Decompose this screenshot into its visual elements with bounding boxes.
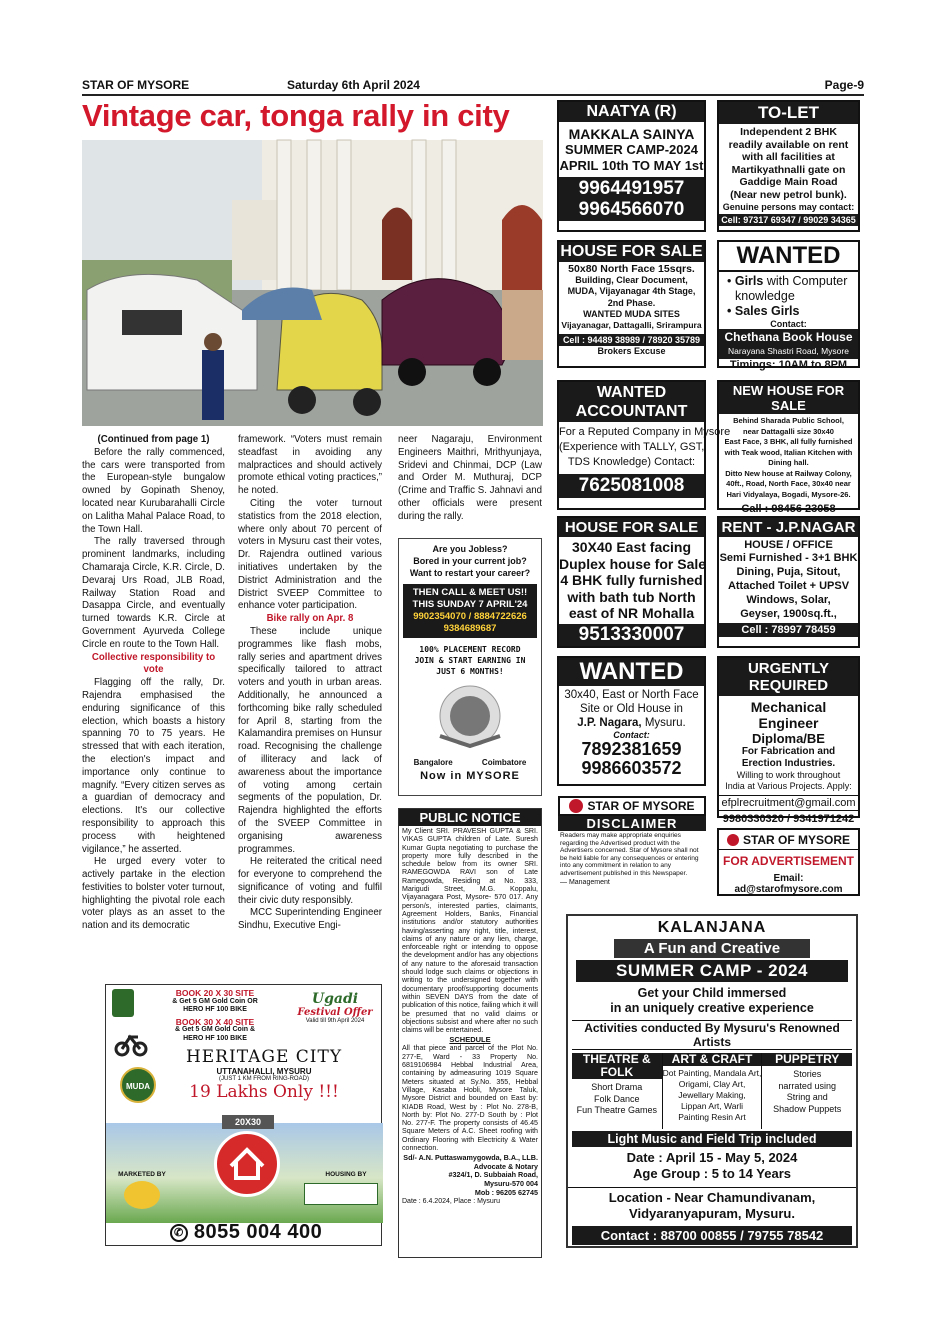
ad-line: Date : April 15 - May 5, 2024 <box>626 1150 798 1165</box>
activity-item: narrated using <box>778 1080 836 1091</box>
institute-logo-icon <box>430 681 510 751</box>
ad-line: with all facilities at <box>742 151 835 163</box>
paragraph: These include unique programmes like flash mobs, rally series and apartment drives specifically tailored to attract voters and youth in urban areas. Additionally, he announced a forthcoming bike rally scheduled for April 8, starting from the Kalamandira premises on Hunsur road. Recognising the challenge of illiteracy and lack of awareness about the importance of voting among certain segments of the population, Dr. Rajendra highlighted the efforts of the SVEEP Committee in organising awareness programmes. <box>238 625 382 855</box>
activity-item: Short Drama <box>591 1082 643 1092</box>
ad-line: 30X40 East facing <box>571 539 692 555</box>
ad-line: JOIN & START EARNING IN <box>414 656 526 665</box>
ad-line: with Computer <box>763 274 848 288</box>
ad-line: 30x40, East or North Face <box>564 689 699 701</box>
ad-title: KALANJANA <box>657 919 767 936</box>
disclaimer-text: Readers may make appropriate enquiries regarding the Advertised product with the Advertisers concerned. Star of Mysore shall not be held liable for any consequences or entering into any commitment in relation to any advertisement published in this Newspaper. <box>560 832 699 877</box>
ad-line: Light Music and Field Trip included <box>572 1131 852 1147</box>
ad-line: Chethana Book House <box>724 330 853 344</box>
ad-title: NEW HOUSE FOR SALE <box>719 382 858 414</box>
rent-ad <box>717 516 860 648</box>
paragraph: framework. “Voters must remain steadfast in avoiding any malpractices and should actively promote ethical voting practices,” he noted. <box>238 434 382 497</box>
page-header <box>82 76 864 94</box>
house-sale-ad-1 <box>557 240 706 368</box>
ad-line: Independent 2 BHK <box>740 126 837 138</box>
ad-line: (Experience with TALLY, GST, <box>559 441 705 453</box>
ad-line: A Fun and Creative <box>614 939 810 958</box>
kalanjana-camp-ad <box>566 914 858 1248</box>
ad-line: Mechanical Engineer <box>750 699 827 731</box>
ad-line: 50x80 North Face 15sqrs. <box>568 263 695 275</box>
housing-by: HOUSING BY <box>325 1171 367 1178</box>
home-icon <box>214 1131 280 1197</box>
paragraph: The rally traversed through prominent landmarks, including Chamaraja Circle, K.R. Circle, D. Devaraj Urs Road, JLB Road, Railway Station Road and Dasappa Circle, and eventually turned towards K.R. Circle at Government Ayurveda College Circle en route to the Town Hall. <box>82 536 225 650</box>
ad-line: Dining, Puja, Sitout, <box>736 566 841 578</box>
paragraph: MCC Superintending Engineer Sindhu, Executive Engi- <box>238 907 382 932</box>
ad-line: Semi Furnished - 3+1 BHK <box>719 552 858 564</box>
ad-line: Age Group : 5 to 14 Years <box>633 1166 791 1181</box>
ad-line: Timings: 10AM to 8PM <box>729 359 848 371</box>
ad-line: Bored in your current job? <box>413 556 527 566</box>
ad-phone: 9513330007 <box>559 624 704 646</box>
muda-badge: MUDA <box>120 1067 156 1103</box>
article-headline: Vintage car, tonga rally in city <box>82 98 510 133</box>
activity-heading: THEATRE & FOLK <box>572 1053 662 1079</box>
activity-item: String and <box>786 1092 828 1102</box>
ad-title: HOUSE FOR SALE <box>560 243 703 260</box>
ad-line: Vidyaranyapuram, Mysuru. <box>629 1206 795 1221</box>
disclaimer-box <box>558 796 706 892</box>
notice-body: My Client SRI. PRAVESH GUPTA & SRI. VIKAS GUPTA children of Late. Suresh Kumar Gupta negotiating to purchase the property more fully described in the schedule below from its owner SRI. RAMEGOWDA RAVI son of Late Ramegowda, Residing at No. 333, Marigudi Street, M.G. Koppalu, Vijayanagara Post, Mysore- 570 017. Any person/s, interested parties, claimants, Agreement Holders, Banks, Financial institutions and/or statutory authorities having/asserting any right, title, interest, claims of any nature or any lien, charge, enforceable right or intending to oppose the development and/or has any objections of any nature to the aforesaid transaction should lodge such claims or objections in writing to the undersigned together with documentary proof/supporting documents within SEVEN DAYS from the date of publication of this notice, failing which it will be presumed that no valid claims or objections subsist and where after no such claims will be entertained. <box>402 827 538 1035</box>
activity-item: Stories <box>793 1069 822 1079</box>
ad-phone: Cell : 78997 78459 <box>719 623 858 637</box>
ad-line: THEN CALL & MEET US!! <box>412 587 528 598</box>
article-col-1 <box>82 434 225 968</box>
ad-line: Geyser, 1900sq.ft., <box>740 608 837 620</box>
ad-line: 2nd Phase. <box>607 297 656 308</box>
disclaimer-sign: — Management <box>560 878 610 886</box>
project-name: HERITAGE CITY <box>185 1047 343 1067</box>
logo-text: STAR OF MYSORE <box>742 832 851 847</box>
price-text: 19 Lakhs Only !!! <box>189 1082 339 1102</box>
festival-text: Festival Offer <box>297 1007 373 1018</box>
new-house-ad <box>717 380 860 515</box>
activity-col <box>762 1053 852 1129</box>
ad-title: RENT - J.P.NAGAR <box>719 518 858 537</box>
activity-item: Origami, Clay Art, <box>678 1079 746 1089</box>
rally-photo <box>82 140 543 426</box>
activity-item: Fun Theatre Games <box>576 1105 657 1115</box>
paragraph: Before the rally commenced, the cars were transported from the European-style bungalow owned by Gopinath Shenoy, located near Kurubarahalli Circle on Lalitha Mahal Palace Road, to the Town Hall. <box>82 446 225 535</box>
ad-phone: 7625081008 <box>559 474 704 498</box>
notice-sign: Mysuru-570 004 <box>484 1179 538 1189</box>
article-col-3 <box>398 434 542 534</box>
career-ad <box>398 538 542 796</box>
ad-phone: Contact : 88700 00855 / 79755 78542 <box>572 1226 852 1245</box>
star-logo-icon <box>569 799 583 813</box>
for-advertisement-box <box>717 828 860 896</box>
ad-line: Attached Toilet + UPSV <box>727 580 850 592</box>
ad-line: Behind Sharada Public School, <box>733 416 844 425</box>
g9-logo-icon <box>304 1183 378 1205</box>
ad-phone: 9964566070 <box>578 199 685 220</box>
ad-phone: 9964491957 <box>578 178 685 199</box>
ad-line: TDS Knowledge) Contact: <box>567 456 696 468</box>
ad-line: WANTED MUDA SITES <box>583 308 680 319</box>
activity-item: Dot Painting, Mandala Art, <box>662 1068 762 1078</box>
ad-line: Location - Near Chamundivanam, <box>608 1190 816 1205</box>
public-notice <box>398 808 542 1258</box>
naatya-ad <box>557 100 706 232</box>
ad-subtitle: HOUSE / OFFICE <box>744 539 833 551</box>
ad-line: readily available on rent <box>728 138 849 151</box>
ad-city: Coimbatore <box>481 758 527 767</box>
ad-line: Site or Old House in <box>580 703 683 715</box>
activity-heading: PUPPETRY <box>762 1053 852 1066</box>
ad-title: HOUSE FOR SALE <box>559 518 704 537</box>
continued-note: (Continued from page 1) <box>97 434 210 445</box>
ad-line: near Dattagalli size 30x40 <box>743 426 834 436</box>
project-location: UTTANAHALLI, MYSURU <box>216 1067 312 1076</box>
offer-line: BOOK 30 X 40 SITE <box>175 1016 255 1027</box>
schedule-body: All that piece and parcel of the Plot No. 277-E, Ward - 33 Property No. 6819106984 Hebbal Industrial Area, containing by admeasuring 1019 Square Meters situated at Sy.No. 355, Hebbal Village, Kasaba Hobli, Mysore Taluk, Mysore District and bounded on East by: KIADB Road, West by : Plot No. 278-B, North by: Plot No. 277-D South by : Plot No. 277-F. The property consists of 46.45 Square Meters of A.C. Sheet roofing with Ordinary Flooring with Electricity & Water connection. <box>402 1044 538 1152</box>
notice-sign: Sd/- A.N. Puttaswamygowda, B.A., LLB. <box>403 1153 538 1163</box>
offer-line: & Get 5 GM Gold Coin & <box>174 1026 256 1033</box>
ad-line: Diploma/BE <box>752 731 825 746</box>
phone-line <box>136 1221 356 1244</box>
paragraph: He urged every voter to actively partake in the election festivities to bolster voter turnout, highlighting the pivotal role each voter plays as an asset to the nation and its democratic <box>82 856 225 932</box>
ad-line: Sales Girls <box>734 304 800 318</box>
notice-sign: Advocate & Notary <box>473 1161 538 1171</box>
ad-line: India at Various Projects. Apply: <box>725 781 852 791</box>
ad-line: MAKKALA SAINYA <box>568 126 695 142</box>
ad-phone: 9902354070 / 8884722626 <box>413 611 527 622</box>
ad-line: (Near new petrol bunk). <box>730 188 847 201</box>
ad-line: East Face, 3 BHK, all fully furnished <box>724 437 853 446</box>
activity-col <box>663 1053 763 1129</box>
brand-logo-icon <box>112 989 134 1017</box>
ad-line: Ditto New house at Railway Colony, <box>725 468 852 478</box>
ad-line: Narayana Shastri Road, Mysore <box>728 346 849 356</box>
ad-title: WANTED <box>559 658 704 686</box>
house-sale-ad-2 <box>557 516 706 648</box>
offer-line: & Get 5 GM Gold Coin OR <box>172 997 258 1005</box>
ad-phone: 7892381659 <box>581 739 682 759</box>
ad-line: with bath tub North <box>567 588 696 605</box>
phone-number: 8055 004 400 <box>193 1221 323 1243</box>
activity-item: Lippan Art, Warli <box>680 1101 744 1111</box>
wanted-ad-1: WANTED • Girls with Computer knowledge • Sales Girls Contact: Chethana Book House Narayana Shastri Road, Mysore Timings: 10AM to 8PM <box>717 240 860 368</box>
page-number: Page-9 <box>824 78 864 92</box>
ad-line: Gaddige Main Road <box>739 176 838 188</box>
ad-line: MUDA, Vijayanagar 4th Stage, <box>567 286 696 297</box>
activity-columns <box>572 1053 852 1129</box>
ad-line: Building, Clear Document, <box>575 275 688 286</box>
activity-item: Painting Resin Art <box>678 1112 746 1122</box>
accountant-ad <box>557 380 731 510</box>
notice-sign: #324/1, D. Subbaiah Road, <box>448 1170 538 1180</box>
ad-email[interactable]: efplrecruitment@gmail.com <box>719 795 858 811</box>
ad-line: Contact: <box>770 319 807 329</box>
developer-logo-icon <box>124 1181 160 1209</box>
phone-icon: ✆ <box>170 1224 188 1242</box>
plot-size: 20X30 <box>222 1115 274 1129</box>
ad-title: URGENTLY REQUIRED <box>719 658 858 696</box>
paragraph: Citing the voter turnout statistics from the 2018 election, where only about 70 percent of voters in Mysuru cast their votes, Dr. Rajendra outlined various initiatives undertaken by the District Administration and the District SVEEP Committee to enhance voter participation. <box>238 497 382 612</box>
ad-line: Erection Industries. <box>741 758 836 769</box>
ad-line: 40ft., Road, North Face, 30x40 near <box>726 479 851 488</box>
ad-line: knowledge <box>735 289 795 303</box>
urgently-required-ad <box>717 656 860 825</box>
ad-title: WANTED <box>719 242 858 272</box>
ad-line: Want to restart your career? <box>409 568 531 578</box>
ad-line: Mysuru. <box>641 717 686 729</box>
activity-col <box>572 1053 663 1129</box>
ad-line: For Fabrication and <box>741 746 836 757</box>
ad-line: Hari Vidyalaya, Bogadi, Mysore-26. <box>726 489 851 499</box>
schedule-title: SCHEDULE <box>449 1035 491 1045</box>
ad-line: Willing to work throughout <box>736 770 841 780</box>
ad-line: Get your Child immersed <box>637 986 787 1000</box>
ad-line: SUMMER CAMP-2024 <box>565 142 698 157</box>
article-col-2 <box>238 434 382 968</box>
valid-text: Valid till 9th April 2024 <box>305 1018 365 1024</box>
ad-line: Genuine persons may contact: <box>722 202 855 212</box>
header-rule <box>82 94 864 96</box>
star-logo-icon <box>727 834 739 846</box>
ugadi-text: Ugadi <box>311 991 359 1007</box>
logo-text: STAR OF MYSORE <box>587 799 695 813</box>
ad-phone: 9980330320 / 9341971242 <box>722 813 855 825</box>
activity-heading: ART & CRAFT <box>663 1053 762 1066</box>
ad-line: J.P. Nagara, <box>577 717 642 729</box>
heritage-city-ad <box>105 984 382 1246</box>
paragraph: He reiterated the critical need for everyone to comprehend the significance of voting and fulfil their civic duty responsibly. <box>238 856 382 906</box>
ad-line: with Teak wood, Italian Kitchen with <box>724 447 853 457</box>
issue-date: Saturday 6th April 2024 <box>287 78 420 92</box>
ad-title: WANTED <box>596 384 667 401</box>
ad-phone: Call : 98456 23058 <box>741 503 836 515</box>
ad-line: APRIL 10th TO MAY 1st <box>559 158 704 173</box>
subheading: Collective responsibility to vote <box>91 651 216 676</box>
ad-title: NAATYA (R) <box>559 102 704 122</box>
ad-line: For a Reputed Company in Mysore <box>559 426 731 438</box>
ad-line: Martikyathnalli gate on <box>731 163 846 176</box>
activity-item: Jewellary Making, <box>678 1090 746 1100</box>
paper-name: STAR OF MYSORE <box>82 78 190 92</box>
subheading: Bike rally on Apr. 8 <box>266 613 354 625</box>
ad-line: Windows, Solar, <box>746 594 831 606</box>
ad-title: ACCOUNTANT <box>575 403 688 420</box>
ad-line: 4 BHK fully furnished <box>560 572 703 588</box>
offer-line: HERO HF 100 BIKE <box>183 1006 247 1013</box>
wanted-ad-2 <box>557 656 706 786</box>
ad-line: Vijayanagar, Dattagalli, Srirampura <box>561 320 702 331</box>
notice-sign: Mob : 96205 62745 <box>474 1187 538 1197</box>
ad-line: Contact: <box>613 730 650 740</box>
ad-email[interactable]: Email: ad@starofmysore.com <box>734 873 843 895</box>
ad-line: Duplex house for Sale <box>559 555 707 572</box>
ad-line: Activities conducted By Mysuru's Renowned Artists <box>572 1020 852 1050</box>
notice-title: PUBLIC NOTICE <box>399 809 541 826</box>
paragraph: Flagging off the rally, Dr. Rajendra emphasised the enduring significance of this election, which boasts a history spanning 70 to 75 years. He stressed that with each iteration, the election's impact and importance only continue to magnify. “Every citizen serves as a guardian of democracy and elections. It's our collective responsibility to approach this process with heightened vigilance,” he asserted. <box>82 677 225 855</box>
ad-line: Dining hall. <box>768 458 809 467</box>
ad-phone: Cell : 94489 38989 / 78920 35789 <box>559 334 704 346</box>
ad-line: 100% PLACEMENT RECORD <box>419 645 521 654</box>
ad-line: in an uniquely creative experience <box>610 1001 814 1015</box>
offer-line: HERO HF 100 BIKE <box>183 1034 247 1042</box>
ad-city: Bangalore <box>413 758 453 767</box>
ad-phone: Cell: 97317 69347 / 99029 34365 <box>719 214 858 226</box>
ad-line: SUMMER CAMP - 2024 <box>576 960 848 982</box>
ad-line: Now in MYSORE <box>420 770 520 782</box>
ad-line: Are you Jobless? <box>432 544 508 554</box>
ad-line: JUST 6 MONTHS! <box>436 667 504 676</box>
ad-title: TO-LET <box>719 102 858 124</box>
notice-date: Date : 6.4.2024, Place : Mysuru <box>402 1198 501 1206</box>
project-location: (JUST 1 KM FROM RING-ROAD) <box>219 1076 309 1082</box>
motorbike-icon <box>114 1025 146 1057</box>
offer-line: BOOK 20 X 30 SITE <box>175 988 255 998</box>
marketed-by: MARKETED BY <box>118 1171 166 1178</box>
disclaimer-title: DISCLAIMER <box>558 816 706 831</box>
ad-line: THIS SUNDAY 7 APRIL'24 <box>412 599 528 610</box>
ad-footnote: Brokers Excuse <box>597 346 666 357</box>
ad-phone: 9384689687 <box>443 623 497 634</box>
activity-item: Folk Dance <box>594 1093 640 1104</box>
paragraph: neer Nagaraju, Environment Engineers Maithri, Mrithyunjaya, Sridevi and Chinmai, DCP (Law and Order M. Muthuraj, DCP (Crime and Traffic S. Jahnavi and other officials were present during the rally. <box>398 434 542 522</box>
activity-item: Shadow Puppets <box>773 1103 842 1114</box>
ad-phone: 9986603572 <box>581 758 682 778</box>
ad-line: east of NR Mohalla <box>568 605 695 621</box>
ad-title: FOR ADVERTISEMENT <box>723 854 854 868</box>
ad-line: Girls <box>734 274 764 288</box>
to-let-ad <box>717 100 860 232</box>
